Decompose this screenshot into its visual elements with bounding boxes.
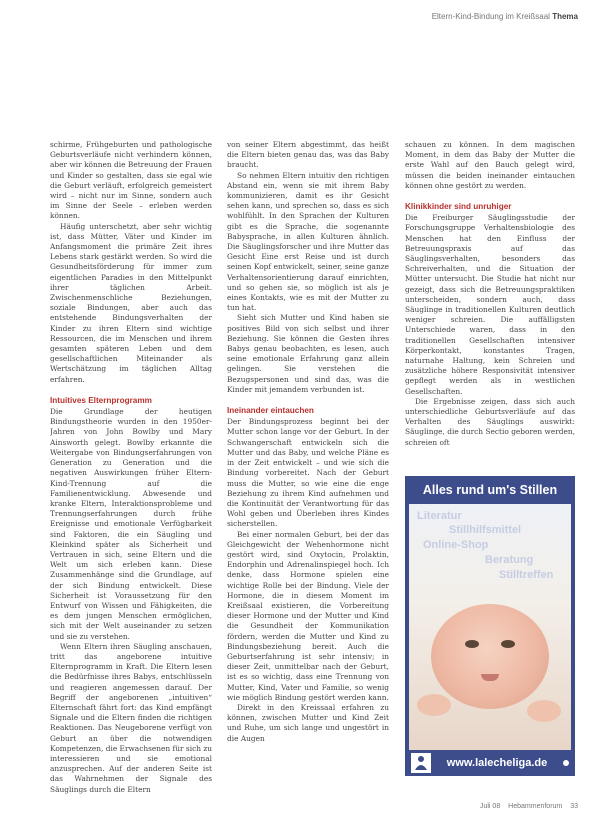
- paragraph: Die Ergebnisse zeigen, dass sich auch unterschiedliche Geburtsverläufe auf das Verhalten des Säuglings auswirkt: Säuglinge, die durch Sectio geboren werden, schreien oft: [405, 396, 575, 447]
- page-number: 33: [570, 803, 578, 810]
- paragraph: Wenn Eltern ihren Säugling anschauen, tritt das angeborene intuitive Elternprogramm in Kraft. Die Eltern lesen die Bedürfnisse ihres Babys, entschlüsseln und reagieren angemessen darauf. Der Begriff der angeborenen „intuitiven“ Elternschaft fährt fort: das Kind empfängt Signale und die Eltern finden die richtigen Reaktionen. Das Neugeborene verfügt von Geburt an über die notwendigen Kompetenzen, die Erwachsenen für sich zu interessieren und sie emotional anzusprechen. Auf der anderen Seite ist das Wahrnehmen der Signale des Säuglings durch die Eltern: [50, 641, 212, 794]
- running-header: [432, 12, 578, 21]
- section-heading: Klinikkinder sind unruhiger: [405, 202, 512, 212]
- header-section: Eltern-Kind-Bindung im Kreißsaal: [431, 12, 550, 21]
- baby-hand: [527, 700, 561, 722]
- baby-hand: [417, 694, 451, 716]
- ad-title: Alles rund um's Stillen: [422, 483, 558, 497]
- baby-eye: [465, 640, 479, 648]
- text-column-1: [50, 140, 212, 800]
- page-footer: [474, 803, 578, 810]
- ad-footer: [405, 750, 575, 776]
- registered-mark-icon: [563, 760, 569, 766]
- paragraph: schauen zu können. In dem magischen Moment, in dem das Baby der Mutter die erste Wahl auf den Bauch gelegt wird, müssen die beiden ineinander eintauchen können ohne gestört zu werden.: [405, 140, 575, 190]
- ad-item: Literatur: [417, 510, 462, 522]
- ad-baby-photo: [409, 504, 571, 750]
- text-column-2: [227, 140, 389, 800]
- mother-child-logo-icon: [411, 753, 431, 773]
- advertisement[interactable]: [405, 476, 575, 776]
- ad-item: Stillhilfsmittel: [449, 524, 522, 536]
- ad-item: Online-Shop: [423, 539, 489, 551]
- baby-face: [431, 604, 549, 709]
- paragraph: von seiner Eltern abgestimmt, das heißt die Eltern bieten genau das, was das Baby braucht.: [227, 140, 389, 170]
- ad-url-link[interactable]: www.lalecheliga.de: [446, 757, 548, 769]
- footer-issue: Juli 08: [479, 803, 501, 810]
- footer-magazine: Hebammenforum: [508, 803, 563, 810]
- baby-mouth: [481, 674, 499, 681]
- header-category: Thema: [552, 12, 578, 21]
- paragraph: Direkt in den Kreissaal erfahren zu können, zwischen Mutter und Kind Zeit und Ruhe, um sich lange und ungestört in die Augen: [227, 702, 389, 743]
- section-heading: Intuitives Elternprogramm: [50, 395, 152, 405]
- paragraph: schirme, Frühgeburten und pathologische Geburtsverläufe nicht verhindern können, aber wir können die Betreuung der Frauen und Kinder so gestalten, dass sie egal wie die Geburt verläuft, erfolgreich gemeistert wird – nicht nur im Sinne, sondern auch im Sinne der Seele – erleben werden können.: [50, 140, 212, 221]
- paragraph: Häufig unterschetzt, aber sehr wichtig ist, dass Mütter, Väter und Kinder im Anfangsmoment die primäre Zeit ihres Lebens stark gestärkt werden. So wird die Gesundheitsförderung für immer zum eigentlichen Paradies in den Mittelpunkt ihrer täglichen Arbeit. Zwischenmenschliche Beziehungen, soziale Bindungen, aber auch das entstehende Bindungsverhalten der Kinder zu ihren Eltern sind wichtige Ressourcen, die im Menschen und ihrem gesamten späteren Leben und dem gesellschaftlichen Miteinander als Wertschätzung im täglichen Alltag erfahren.: [50, 221, 212, 384]
- paragraph: So nehmen Eltern intuitiv den richtigen Abstand ein, wenn sie mit ihrem Baby kommunizieren, damit es ihr Gesicht sehen kann, und sprechen so, dass es sich wohlfühlt. In den Sprachen der Kulturen gibt es die Sprache, die sogenannte Babysprache, in allen Kulturen ähnlich. Die Säuglingsforscher und ihre Mutter das Gesicht Eine erst Reise und ist durch seinen Kopf entwickelt, seiner, seine ganze Verhaltensorientierung darauf einrichten, und so gehen sie, so möglich ist als je eines Kontakts, wie es mit der Mutter zu tun hat.: [227, 170, 389, 313]
- paragraph: Der Bindungsprozess beginnt bei der Mutter schon lange vor der Geburt. In der Schwangerschaft entwickeln sich die Mutter und das Baby, und welche Pläne es in der Zeit entwickelt – und wie sich die Bindung vorbereitet. Nach der Geburt muss die Mutter, so wie eine die enge Beziehung zu ihrem Kind aufnehmen und die Kontinuität der Verantwortung für das Wohl geben und Überleben ihres Kindes sicherstellen.: [227, 417, 389, 529]
- ad-item: Beratung: [485, 554, 534, 566]
- paragraph: Bei einer normalen Geburt, bei der das Gleichgewicht der Wehenhormone nicht gestört wird, sind Oxytocin, Prolaktin, Endorphin und Adrenalinspiegel hoch. Ich denke, dass Hormone spielen eine wichtige Rolle bei der Bindung. Viele der Hormone, die in diesem Moment im Kreißsaal existieren, die Vorbereitung dieser Hormone und der Mutter und Kind die Gesundheit der Kommunikation fördern, werden die Mutter und Kind zu Bindungsbeziehung bereit. Auch die Geburtserfahrung ist sehr intensiv; in dieser Zeit, unmittelbar nach der Geburt, ist es so wichtig, dass eine Trennung von Mutter, Kind, Vater und Familie, so wenig wie möglich Bindung gestört werden kann.: [227, 529, 389, 702]
- text-column-3: [405, 140, 575, 460]
- ad-item: Stilltreffen: [499, 569, 554, 581]
- paragraph: Sieht sich Mutter und Kind haben sie positives Bild von sich selbst und ihrer Beziehung. Sie können die Gesten ihres Babys genau beobachten, es lesen, auch seine emotionale Erfahrung ganz allein gelingen. Sie verstehen die Bezugspersonen und sind das, was die Kinder mit jemandem verbunden ist.: [227, 313, 389, 394]
- paragraph: Die Freiburger Säuglingsstudie der Forschungsgruppe Verhaltensbiologie des Menschen hat den Einfluss der Betreuungspraxis auf das Säuglingsverhalten, besonders das Schreiverhalten, und die Situation der Mütter untersucht. Die Studie hat nicht nur gezeigt, dass sich die Betreuungspraktiken unterscheiden, sondern auch, dass Säuglinge in traditionellen Kulturen deutlich weniger schreien. Die auffälligsten Unterschiede waren, dass in den traditionellen Gesellschaften intensiver Körperkontakt, konstantes Tragen, naturnahe Haltung, kein Schreien und zusätzliche höhere Responsivität intensiver gepflegt werden als in westlichen Gesellschaften.: [405, 213, 575, 396]
- baby-eye: [501, 640, 515, 648]
- section-heading: Ineinander eintauchen: [227, 406, 314, 416]
- paragraph: Die Grundlage der heutigen Bindungstheorie wurden in den 1950er-Jahren von John Bowlby und Mary Ainsworth gelegt. Bowlby erkannte die Weitergabe von Bindungserfahrungen von Generation zu Generation und die negativen Auswirkungen früher Eltern-Kind-Trennung auf die Familienentwicklung. Abwesende und kranke Eltern, Interaktionsprobleme und Trennungserfahrungen durch frühe Ereignisse und emotionale Verfügbarkeit sind Faktoren, die ein Säugling und Kleinkind später als Sicherheit und Vertrauen in sich, seine Eltern und die Welt um sich erleben kann. Diese Zusammenhänge sind die Grundlage, auf der sich Bindung entwickelt. Diese Sicherheit ist Voraussetzung für den Entwurf von Wissen und Fähigkeiten, die es dem jungen Menschen ermöglichen, sich mit der Welt auseinander zu setzen und sie zu verstehen.: [50, 407, 212, 641]
